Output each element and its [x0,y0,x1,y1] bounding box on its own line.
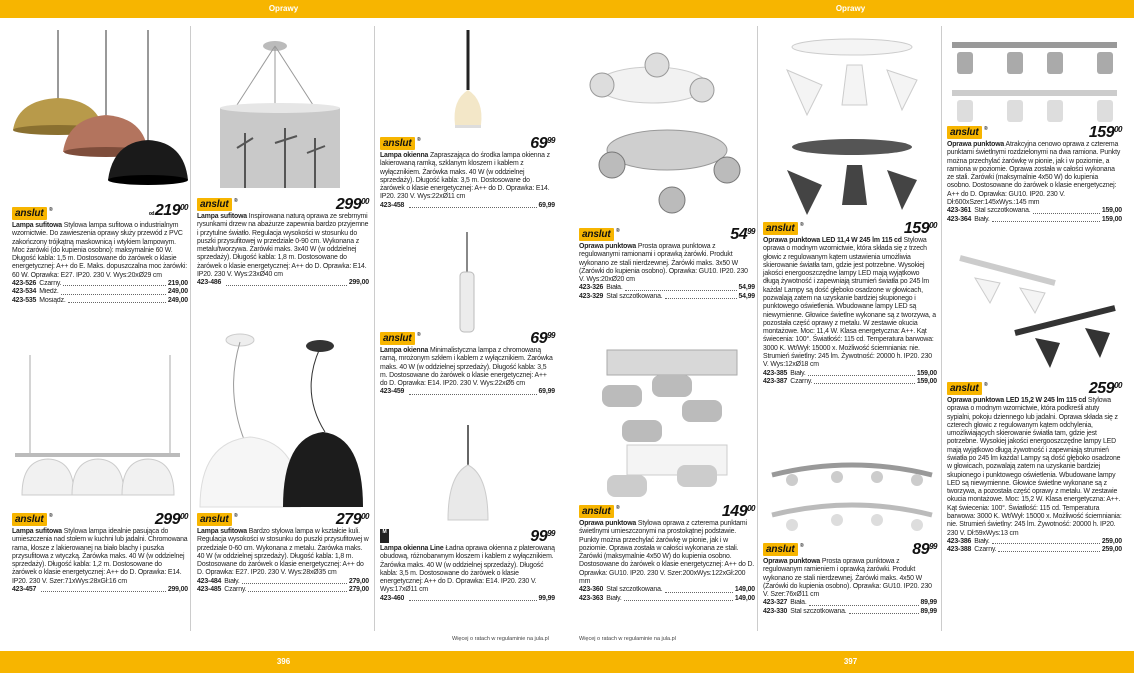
product-price: $69^{99}$ [530,135,555,152]
product-description: Prosta oprawa punktowa z regulowanym ramieniem i oprawką żarówki. Produkt wykonano ze stali nierdzewnej. Żarówki maks. 4x50 W (Żarówki do kupienia osobno). Oprawka: GU10. IP20. 230 V. Szer:76xØ11 cm [763,558,932,599]
variant-row: 423-459 69,99 [380,388,555,396]
product-price: $149^{00}$ [721,503,755,520]
variant-row: 423-458 69,99 [380,201,555,209]
product-price: $279^{00}$ [335,511,369,528]
product-name: Lampa sufitowa [12,528,62,535]
spotlight-round-image [577,40,752,225]
brand-logo: M [380,529,389,543]
product-price: $159^{00}$ [1088,124,1122,141]
brand-logo: anslut ® [947,126,982,139]
product-description: Stylowa oprawa o modnym wzornictwie, która podkreśli atuty sypialni, pokoju dziennego lub jadalni. Oprawa składa się z czterech głowic z regulowanym kątem odchylenia, umożliwiających skierowanie światła tam, gdzie jest potrzebne. Wysokiej jakości energooszczędne lampy LED mają wyjątkowo długą żywotność i zapewniają strumień światła po 245 lm każda! Lampy są dość głęboko osadzone w głowicach, pozwalają zatem na uzyskanie bardziej skupionego i punktowego oświetlenia. Wbudowane lampy LED są niewymienne. Głowice świetlne wykonane są z tworzywa, a pozostała część oprawy z metalu. W zestawie okucia montażowe. Moc: 15,2 W. Klasa energetyczna: A++. Kąt świecenia: 100°. Światłość: 115 cd. Temperatura barwowa: 3000 K. Wt/Wył: 15000 x. Możliwość ściemniania: nie. Strumień świetlny: 245 lm. Żywotność: 20000 h. IP20. 230 V. Dł:59xWys:13 cm [947,397,1122,537]
variant-row: 423-326 Biała. 54,99 [579,284,755,292]
product-card [579,226,755,301]
product-name: Oprawa punktowa [579,520,637,527]
variant-row: 423-329 Stal szczotkowana. 54,99 [579,292,755,300]
legal-note: Więcej o ratach w regulaminie na jula.pl [452,636,549,642]
product-card [12,511,188,594]
brand-logo: anslut ® [197,198,232,211]
product-name: Lampa sufitowa [197,528,247,535]
globe-lamps-image [195,332,367,510]
curved-bar-spot-image [767,455,937,545]
brand-logo: anslut ® [579,505,614,518]
product-description: Ładna oprawa okienna z platerowaną obudową, różnobarwnym kloszem i kablem z wyłącznikiem. Żarówka maks. 40 W (w oddzielnej sprzedaży). Długość kabla: 3,5 m. Dostosowane do żarówek o klasie energetycznej: A++ do D. Oprawka: E14. IP20. 230 V. Wys:17xØ11 cm [380,545,555,594]
pendant-lamps-image [8,30,190,195]
product-card [197,511,369,594]
product-name: Oprawa punktowa LED 11,4 W 245 lm 115 cd [763,237,902,244]
product-name: Lampa okienna [380,152,429,159]
product-name: Oprawa punktowa [947,141,1005,148]
variant-row: 423-534 Miedź. 249,00 [12,288,188,296]
product-card [947,380,1122,554]
product-description: Minimalistyczna lampa z chromowaną ramą, mrożonym szkłem i kablem z wyłącznikiem. Żarówka maks. 40 W (w oddzielnej sprzedaży). Długość kabla: 3,5 m. Dostosowane do żarówek o klasie energetycznej: A++ do D. Oprawka: E14. IP20. 230 V. Wys:22xØ5 cm [380,347,553,388]
variant-row: 423-360 Stal szczotkowana. 149,00 [579,586,755,594]
product-description: Inspirowana naturą oprawa ze srebrnymi rysunkami drzew na abażurze zapewnia bardzo przyjemne i przytulne światło. Regulacja wysokości w stosunku do puszki przysufitowej w przedziale 0-90 cm. Wykonana z metalu/tworzywa. Żarówki maks. 3x40 W (w oddzielnej sprzedaży). Długość kabla: 1,8 m. Dostosowane do żarówek o klasie energetycznej: A++ do D. Oprawka: E14. IP20. 230 V. Wys:23xØ40 cm [197,213,369,278]
product-card [763,220,937,386]
product-price: $159^{00}$ [903,220,937,237]
variant-row: 423-387 Czarny. 159,00 [763,377,937,385]
product-name: Oprawa punktowa LED 15,2 W 245 lm 115 cd [947,397,1087,404]
brand-logo: anslut ® [947,382,982,395]
brand-logo: anslut ® [380,137,415,150]
product-price: $299^{00}$ [154,511,188,528]
brand-logo: anslut ® [763,543,798,556]
variant-row: 423-526 Czarny. 219,00 [12,279,188,287]
product-description: Atrakcyjna cenowo oprawa z czterema punktami świetlnymi rozdzielonymi na dwa ramiona. Punkty można przechylać żarówkę w pionie, jak i w poziomie, a ramiona w poziomie. Oprawa została w całości wykonana ze stali. Żarówki (maksymalnie 4x50 W) do kupienia osobno. Dostosowane do żarówek o klasie energetycznej: A++ do D. Oprawka: GU10. IP20. 230 V. Dł:600xSzer:145xWys.:145 mm [947,141,1121,206]
page-header: Oprawy [567,0,1134,18]
product-description: Stylowa lampa idealnie pasująca do umieszczenia nad stołem w kuchni lub jadalni. Chromowana rama, klosze z lakierowanej na biało blachy i puszka przysufitowa z wtyczką. Żarówka maks. 40 W (w oddzielnej sprzedaży). Długość kabla: 1,2 m. Dostosowane do żarówek o klasie energetycznej: A++ do D. Oprawka: E14. IP20. 230 V. Szer:71xWys:28xGł:16 cm [12,528,188,585]
product-price: $od219^{00}$ [148,202,188,219]
variant-row: 423-485 Czarny. 279,00 [197,585,369,593]
brand-logo: anslut ® [12,513,47,526]
brand-logo: anslut ® [380,332,415,345]
brand-logo: anslut ® [197,513,232,526]
bar-spot-image [947,32,1122,127]
variant-row: 423-364 Biały. 159,00 [947,215,1122,223]
product-price: $89^{99}$ [912,541,937,558]
product-name: Oprawa punktowa [579,243,637,250]
variant-row: 423-457 299,00 [12,585,188,593]
variant-row: 423-385 Biały. 159,00 [763,369,937,377]
product-description: Bardzo stylowa lampa w kształcie kuli. Regulacja wysokości w stosunku do puszki przysufitowej w przedziale 0-60 cm. Wykonana z metalu. Żarówka maks. 40 W (w oddzielnej sprzedaży). Długość kabla: 1,8 m. Dostosowane do żarówek o klasie energetycznej: A++ do D. Oprawka: E27. IP20. 230 V. Wys:28xØ35 cm [197,528,369,577]
product-card [197,196,369,288]
product-description: Stylowa lampa sufitowa o industrialnym wzornictwie. Do zawieszenia oprawy służy przewód z PVC zakończony trójkątną maskownicą i wtykiem lampowym. Moc żarówki (do kupienia osobno): maksymalnie 60 W. Długość kabla: 1,5 m. Dostosowane do żarówek o klasie energetycznej: A++ do E. Maks. dopuszczalna moc żarówki: 60 W. Oprawka: E27. IP20. 230 V. Wys:20xØ29 cm [12,222,188,279]
square-spotlight-image [587,345,752,505]
column-divider [374,26,375,631]
variant-row: 423-363 Biały. 149,00 [579,594,755,602]
right-page [567,0,1134,673]
window-lamp-image [440,30,500,140]
legal-note: Więcej o ratach w regulaminie na jula.pl [579,636,676,642]
window-lamp-line-image [438,425,498,525]
product-price: $299^{00}$ [335,196,369,213]
column-divider [941,26,942,631]
product-description: Stylowa oprawa z czterema punktami świetlnymi umieszczonymi na prostokątnej podstawie. Punkty można przechylać żarówkę w pionie, jak i w poziomie. Oprawa została w całości wykonana ze stali. Żarówki (maksymalnie 4x50 W) do kupienia osobno. Dostosowane do żarówek o klasie energetycznej: A++ do D. Oprawka: GU10. IP20. 230 V. Szer:200xWys:122xGł:200 mm [579,520,755,585]
led-cone-spot-image [767,35,937,215]
led-bar-spot-image [955,248,1120,383]
page-number: 396 [0,651,567,673]
brand-logo: anslut ® [12,207,47,220]
product-name: Lampa okienna [380,347,429,354]
product-card [380,135,555,210]
page-number: 397 [567,651,1134,673]
variant-row: 423-535 Mosiądz. 249,00 [12,296,188,304]
product-name: Lampa sufitowa [12,222,62,229]
variant-row: 423-327 Biała. 89,99 [763,599,937,607]
product-card [947,124,1122,224]
variant-row: 423-388 Czarny. 259,00 [947,546,1122,554]
variant-row: 423-486 299,00 [197,279,369,287]
page-header: Oprawy [0,0,567,18]
variant-row: 423-386 Biały. 259,00 [947,537,1122,545]
variant-row: 423-460 99,99 [380,594,555,602]
product-price: $259^{00}$ [1088,380,1122,397]
product-name: Oprawa punktowa [763,558,821,565]
product-card [763,541,937,616]
variant-row: 423-484 Biały. 279,00 [197,577,369,585]
tree-shade-lamp-image [215,38,345,193]
bar-pendant-lamp-image [10,355,185,505]
variant-row: 423-330 Stal szczotkowana. 89,99 [763,607,937,615]
product-card [12,202,188,305]
product-card [579,503,755,603]
column-divider [190,26,191,631]
product-price: $69^{99}$ [530,330,555,347]
product-description: Prosta oprawa punktowa z regulowanymi ramionami i oprawką żarówki. Produkt wykonano ze stali nierdzewnej. Żarówki maks. 3x50 W (Żarówki do kupienia osobno). Oprawka: GU10. IP20. 230 V. Wys:20xØ20 cm [579,243,748,284]
product-name: Lampa okienna Line [380,545,444,552]
product-description: Zapraszająca do środka lampa okienna z lakierowaną ramką, szklanym kloszem i kablem z wyłącznikiem. Żarówka maks. 40 W (w oddzielnej sprzedaży). Długość kabla: 3,5 m. Dostosowane do żarówek o klasie energetycznej: A++ do D. Oprawka: E14. IP20. 230 V. Wys:22xØ11 cm [380,152,550,201]
window-lamp-image-2 [448,232,488,342]
product-name: Lampa sufitowa [197,213,247,220]
variant-row: 423-361 Stal szczotkowana. 159,00 [947,207,1122,215]
product-description: Stylowa oprawa o modnym wzornictwie, która składa się z trzech głowic z regulowanym kątem ustawienia umożliwia skierowanie światła tam, gdzie jest potrzebne. Wysokiej jakości energooszczędne lampy LED mają wyjątkowo długą żywotność i zapewniają strumień światła po 245 lm każda! Lampy są dość głęboko osadzone w głowicach, pozwalają zatem na uzyskanie bardziej skupionego i punktowego oświetlenia. Wbudowane lampy LED są niewymienne. Głowice świetlne wykonane są z tworzywa, a pozostała część oprawy z metalu. W zestawie okucia montażowe. Moc: 11,4 W. Klasa energetyczna: A++. Kąt świecenia: 100°. Światłość: 115 cd. Temperatura barwowa: 3000 K. Wt/Wył: 15000 x. Możliwość ściemniania: nie. Strumień świetlny: 245 lm. Żywotność: 20000 h. IP20. 230 V. Wys:12xØ18 cm [763,237,936,369]
product-price: $54^{99}$ [730,226,755,243]
product-price: $99^{99}$ [530,528,555,545]
brand-logo: anslut ® [579,228,614,241]
column-divider [757,26,758,631]
product-card [380,330,555,397]
product-card [380,528,555,603]
brand-logo: anslut ® [763,222,798,235]
